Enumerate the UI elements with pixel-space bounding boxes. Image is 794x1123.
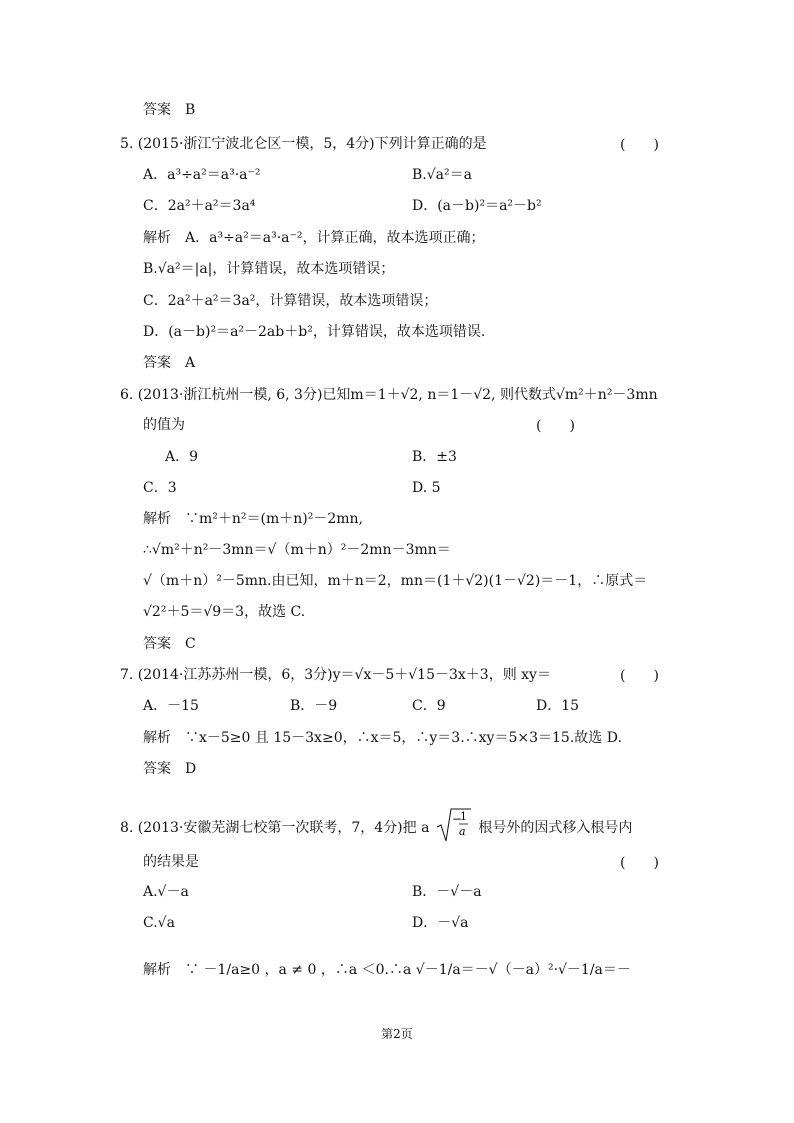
q8-solution: 解析 ∵ －1/a≥0 ，a ≠ 0 ，∴a ＜0.∴a √－1/a＝－√（－a）²·√－1/a＝－: [143, 962, 631, 978]
q6-option-c: C．3: [143, 480, 177, 496]
q5-option-d: D．(a－b)²＝a²－b²: [412, 198, 542, 214]
radical-icon: [436, 805, 472, 851]
svg-text:1: 1: [459, 810, 467, 823]
q7-option-b: B．－9: [290, 698, 338, 714]
q5-solution-line-3: C．2a²＋a²＝3a²，计算错误，故本选项错误；: [143, 293, 438, 309]
q7-option-d: D．15: [536, 698, 580, 714]
q6-option-d: D. 5: [412, 480, 441, 496]
answer-paren-q8: ( ): [620, 855, 659, 871]
q5-solution-line-2: B.√a²＝|a|，计算错误，故本选项错误；: [143, 261, 395, 277]
question-8-stem: [120, 805, 632, 851]
svg-text:−: −: [451, 812, 462, 826]
q6-solution-line-1: 解析 ∵m²＋n²＝(m＋n)²－2mn,: [143, 511, 363, 527]
q7-solution: 解析 ∵x－5≥0 且 15－3x≥0，∴x＝5，∴y＝3.∴xy＝5×3＝15.故选 D.: [143, 730, 622, 746]
q5-option-a: A．a³÷a²＝a³·a⁻²: [143, 167, 261, 183]
q5-solution-line-4: D．(a－b)²＝a²－2ab＋b²，计算错误，故本选项错误.: [143, 324, 486, 340]
svg-text:a: a: [458, 825, 466, 838]
question-7-stem: 7. (2014·江苏苏州一模，6，3分)y＝√x－5＋√15－3x＋3，则 xy＝: [120, 667, 551, 683]
q7-option-c: C．9: [412, 698, 446, 714]
answer-q7: 答案 D: [143, 761, 197, 777]
q6-option-b: B．±3: [412, 449, 457, 465]
answer-paren-q7: ( ): [620, 668, 659, 684]
answer-paren-q5: ( ): [620, 137, 659, 153]
q8-stem-prefix: 8. (2013·安徽芜湖七校第一次联考，7，4分)把 a: [120, 820, 430, 836]
q8-stem-suffix: 根号外的因式移入根号内: [478, 820, 633, 836]
q6-solution-line-2: ∴√m²＋n²－3mn＝√（m＋n）²－2mn－3mn＝: [143, 542, 451, 558]
page-number: 第2页: [381, 1027, 413, 1041]
q8-option-c: C.√a: [143, 915, 175, 931]
answer-q5: 答案 A: [143, 355, 196, 371]
answer-q6: 答案 C: [143, 636, 196, 652]
q8-option-d: D．－√a: [412, 915, 469, 931]
q6-solution-line-3: √（m＋n）²－5mn.由已知，m＋n＝2，mn＝(1＋√2)(1－√2)＝－1，∴原式＝: [143, 573, 648, 589]
q8-option-b: B．－√－a: [412, 884, 482, 900]
question-6-stem: 6. (2013·浙江杭州一模, 6, 3分)已知m＝1＋√2, n＝1－√2, 则代数式√m²＋n²－3mn: [120, 387, 658, 403]
q5-option-c: C．2a²＋a²＝3a⁴: [143, 198, 256, 214]
answer-paren-q6: ( ): [536, 418, 575, 434]
q5-solution-line-1: 解析 A．a³÷a²＝a³·a⁻²，计算正确，故本选项正确；: [143, 230, 485, 246]
question-5-stem: 5. (2015·浙江宁波北仑区一模，5，4分)下列计算正确的是: [120, 136, 487, 152]
answer-q4: 答案 B: [143, 102, 196, 118]
q5-option-b: B.√a²＝a: [412, 167, 472, 183]
question-8-stem-2: 的结果是: [143, 854, 199, 870]
q8-option-a: A.√－a: [143, 884, 189, 900]
q6-solution-line-4: √2²＋5＝√9＝3，故选 C.: [143, 604, 306, 620]
q6-option-a: A．9: [165, 449, 199, 465]
q7-option-a: A．－15: [143, 698, 199, 714]
question-6-stem-2: 的值为: [143, 417, 185, 433]
